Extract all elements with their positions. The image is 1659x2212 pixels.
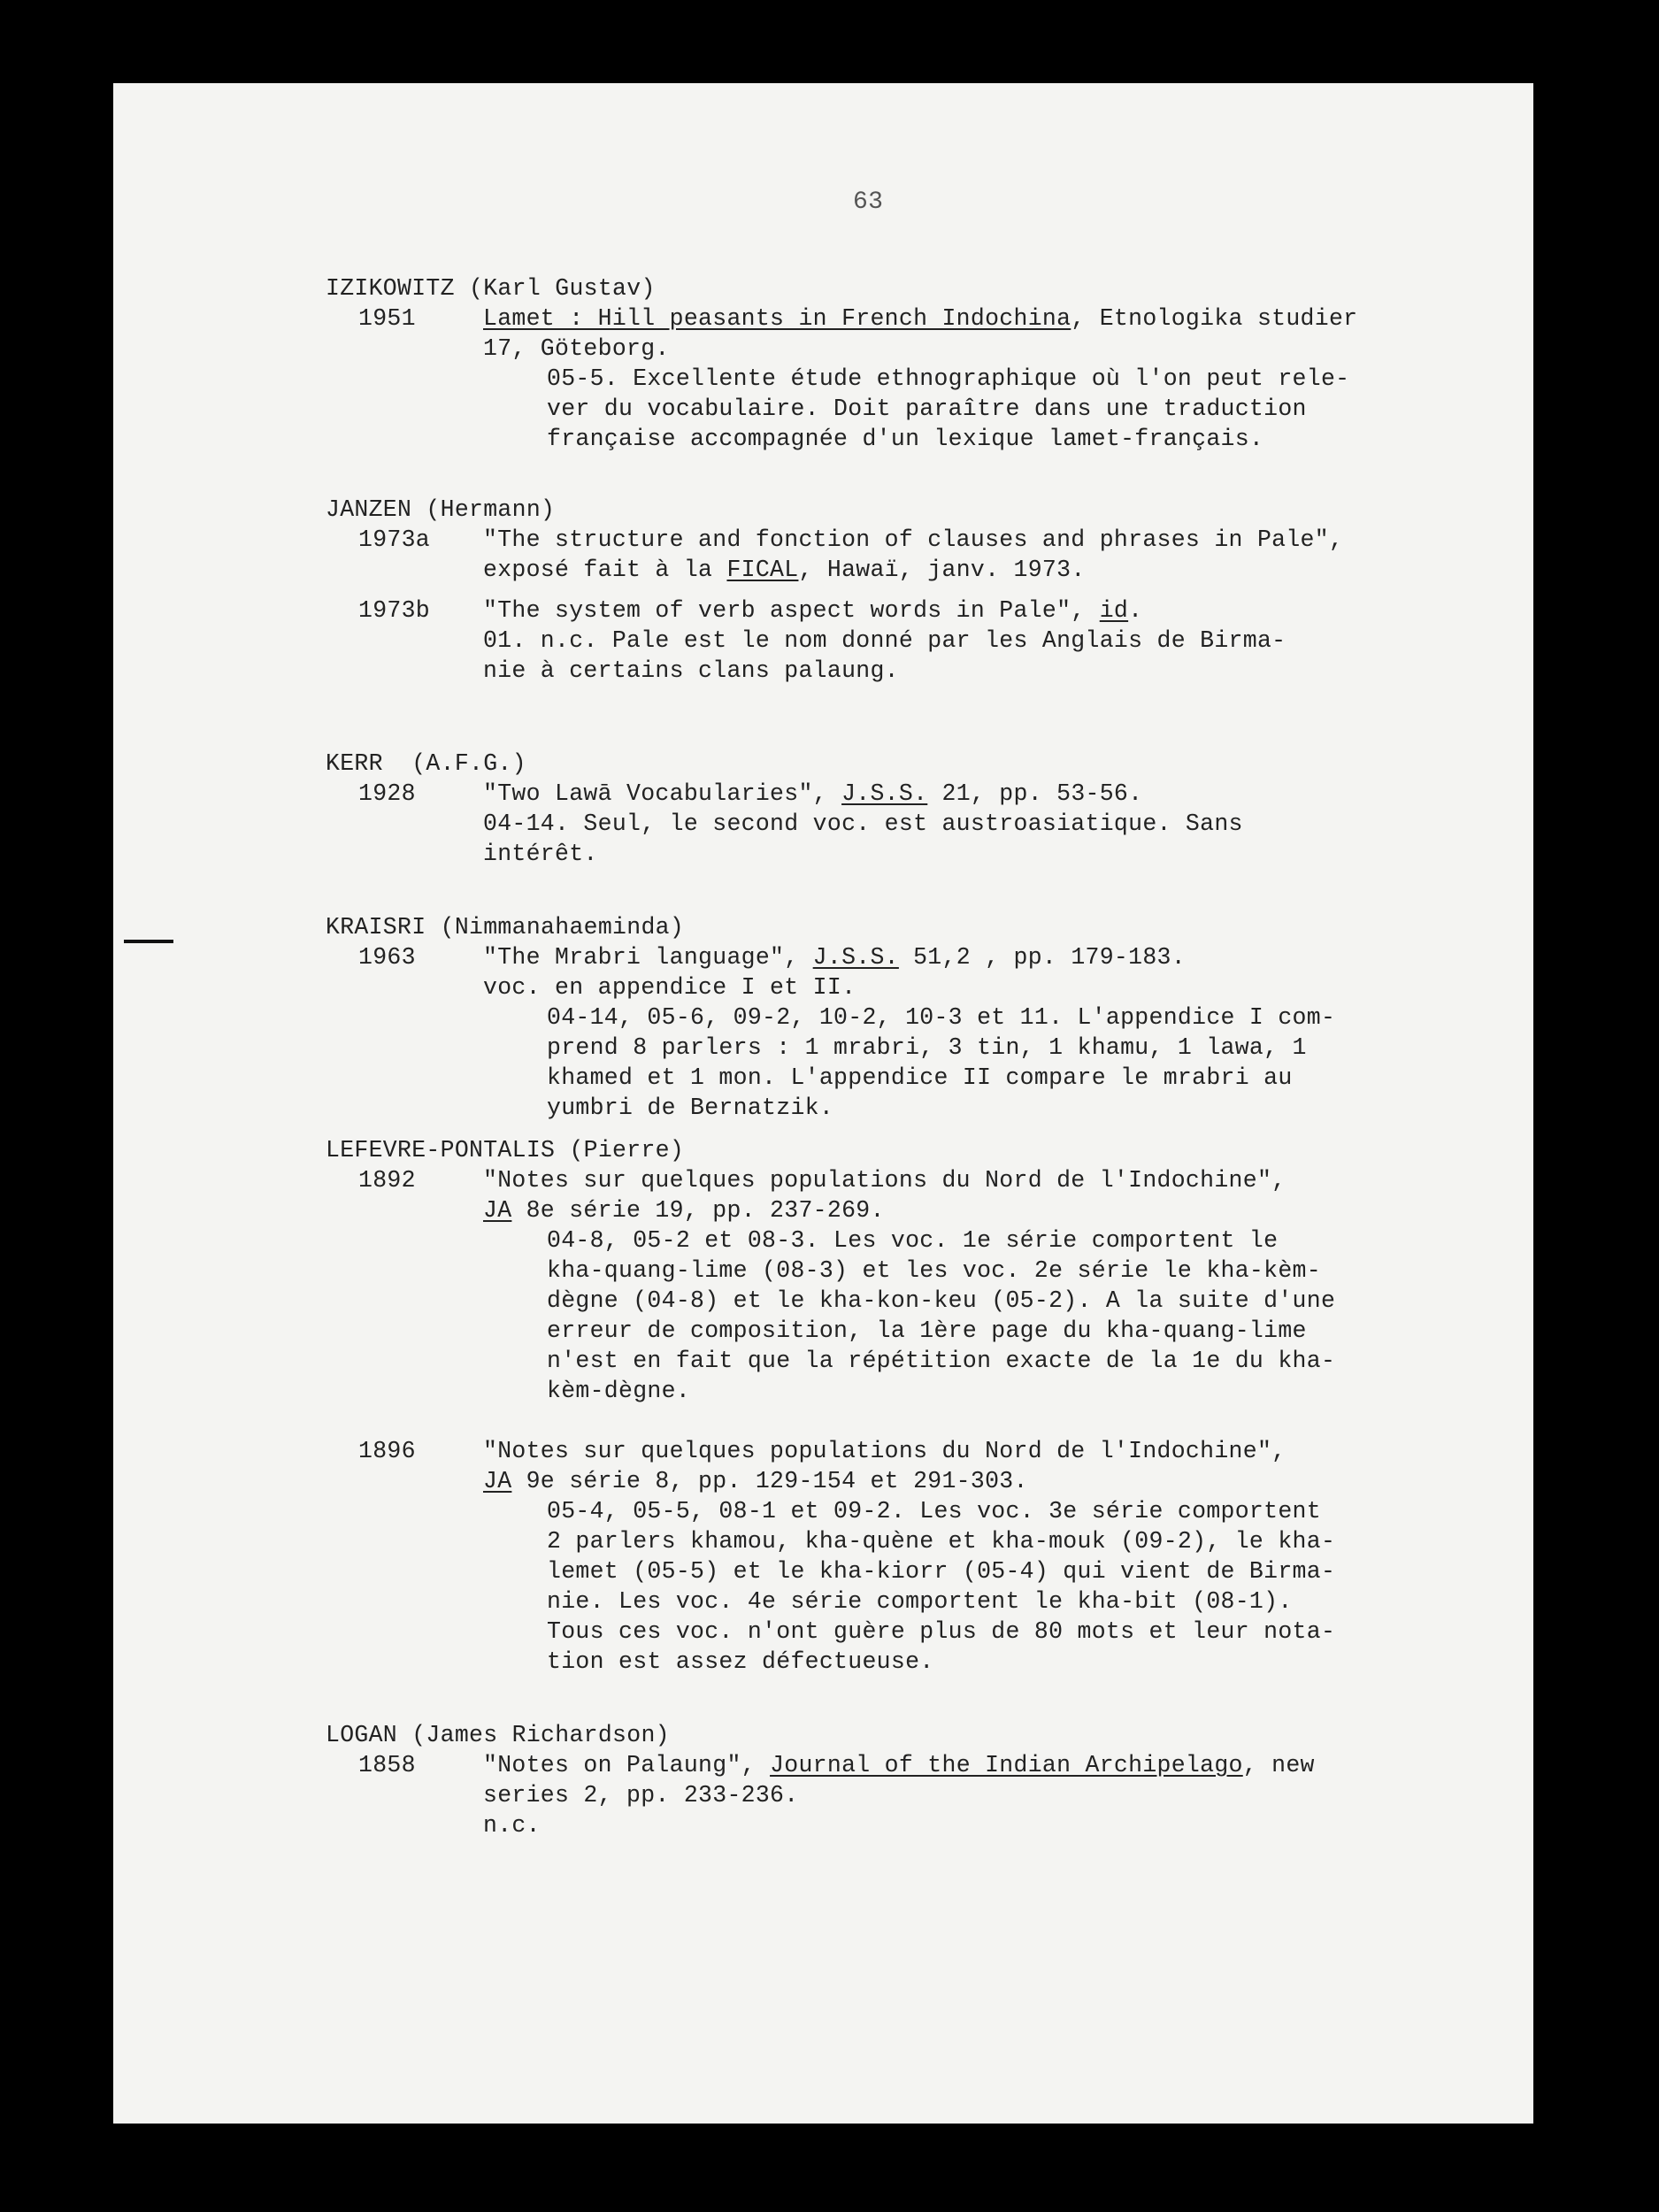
entry-year: 1892	[358, 1167, 416, 1194]
entry-year: 1973a	[358, 526, 431, 553]
entry-note: 01. n.c. Pale est le nom donné par les Anglais de Birma-	[483, 627, 1286, 654]
entry-note: 2 parlers khamou, kha-quène et kha-mouk (09-2), le kha-	[547, 1528, 1336, 1555]
entry-note: intérêt.	[483, 841, 598, 867]
entry-citation: "The structure and fonction of clauses and phrases in Pale",	[483, 526, 1344, 553]
entry-note: n.c.	[483, 1812, 541, 1839]
entry-year: 1963	[358, 944, 416, 971]
entry-year: 1858	[358, 1752, 416, 1778]
author-heading: JANZEN (Hermann)	[326, 496, 556, 523]
ibid-abbrev: id	[1099, 597, 1129, 624]
entry-source-line: 17, Göteborg.	[483, 335, 670, 362]
entry-note: Tous ces voc. n'ont guère plus de 80 mots et leur nota-	[547, 1618, 1336, 1645]
entry-citation: "The system of verb aspect words in Pale", id.	[483, 597, 1143, 624]
margin-mark	[124, 940, 173, 943]
entry-note: lemet (05-5) et le kha-kiorr (05-4) qui vient de Birma-	[547, 1558, 1336, 1585]
author-heading: IZIKOWITZ (Karl Gustav)	[326, 275, 656, 302]
author-heading: KRAISRI (Nimmanahaeminda)	[326, 914, 685, 941]
entry-citation: "Notes on Palaung", Journal of the Indian Archipelago, new	[483, 1752, 1315, 1778]
entry-note: 05-5. Excellente étude ethnographique où l'on peut rele-	[547, 365, 1350, 392]
author-heading: KERR (A.F.G.)	[326, 750, 526, 777]
entry-year: 1973b	[358, 597, 431, 624]
entry-citation	[483, 303, 1357, 334]
entry-source-line: series 2, pp. 233-236.	[483, 1782, 799, 1809]
journal-abbrev: J.S.S.	[841, 780, 928, 807]
entry-source-line: JA 8e série 19, pp. 237-269.	[483, 1197, 885, 1224]
entry-note: erreur de composition, la 1ère page du kha-quang-lime	[547, 1317, 1307, 1344]
page-number: 63	[853, 188, 884, 216]
entry-note: khamed et 1 mon. L'appendice II compare le mrabri au	[547, 1064, 1293, 1091]
entry-note: 05-4, 05-5, 08-1 et 09-2. Les voc. 3e série comportent	[547, 1498, 1321, 1525]
entry-note: kha-quang-lime (08-3) et les voc. 2e série le kha-kèm-	[547, 1257, 1321, 1284]
entry-note: 04-8, 05-2 et 08-3. Les voc. 1e série comportent le	[547, 1227, 1279, 1254]
journal-title: Journal of the Indian Archipelago	[770, 1752, 1243, 1778]
entry-citation: "Notes sur quelques populations du Nord de l'Indochine",	[483, 1167, 1286, 1194]
entry-note: kèm-dègne.	[547, 1378, 691, 1404]
page	[113, 83, 1533, 2124]
entry-note: ver du vocabulaire. Doit paraître dans une traduction	[547, 396, 1307, 422]
author-heading: LOGAN (James Richardson)	[326, 1722, 670, 1748]
journal-abbrev: JA	[483, 1468, 512, 1494]
entry-source: , Etnologika studier	[1071, 305, 1358, 332]
entry-year: 1896	[358, 1438, 416, 1464]
entry-note: française accompagnée d'un lexique lamet-français.	[547, 426, 1264, 452]
entry-note: dègne (04-8) et le kha-kon-keu (05-2). A la suite d'une	[547, 1287, 1336, 1314]
entry-citation: "The Mrabri language", J.S.S. 51,2 , pp. 179-183.	[483, 944, 1186, 971]
author-heading: LEFEVRE-PONTALIS (Pierre)	[326, 1137, 685, 1164]
entry-year: 1951	[358, 305, 416, 332]
entry-source-line: voc. en appendice I et II.	[483, 974, 856, 1001]
entry-note: n'est en fait que la répétition exacte de la 1e du kha-	[547, 1348, 1336, 1374]
entry-citation: "Two Lawā Vocabularies", J.S.S. 21, pp. 53-56.	[483, 780, 1143, 807]
journal-abbrev: J.S.S.	[812, 944, 899, 971]
entry-note: nie à certains clans palaung.	[483, 657, 899, 684]
entry-note: yumbri de Bernatzik.	[547, 1094, 834, 1121]
entry-note: 04-14. Seul, le second voc. est austroasiatique. Sans	[483, 810, 1243, 837]
journal-abbrev: JA	[483, 1197, 512, 1224]
entry-note: 04-14, 05-6, 09-2, 10-2, 10-3 et 11. L'appendice I com-	[547, 1004, 1336, 1031]
entry-year: 1928	[358, 780, 416, 807]
entry-title: Lamet : Hill peasants in French Indochina	[483, 305, 1071, 332]
entry-note: tion est assez défectueuse.	[547, 1648, 934, 1675]
venue-abbrev: FICAL	[726, 557, 799, 583]
entry-source-line: exposé fait à la FICAL, Hawaï, janv. 1973.	[483, 557, 1086, 583]
entry-citation: "Notes sur quelques populations du Nord de l'Indochine",	[483, 1438, 1286, 1464]
entry-note: prend 8 parlers : 1 mrabri, 3 tin, 1 khamu, 1 lawa, 1	[547, 1034, 1307, 1061]
entry-source-line: JA 9e série 8, pp. 129-154 et 291-303.	[483, 1468, 1028, 1494]
entry-note: nie. Les voc. 4e série comportent le kha-bit (08-1).	[547, 1588, 1293, 1615]
